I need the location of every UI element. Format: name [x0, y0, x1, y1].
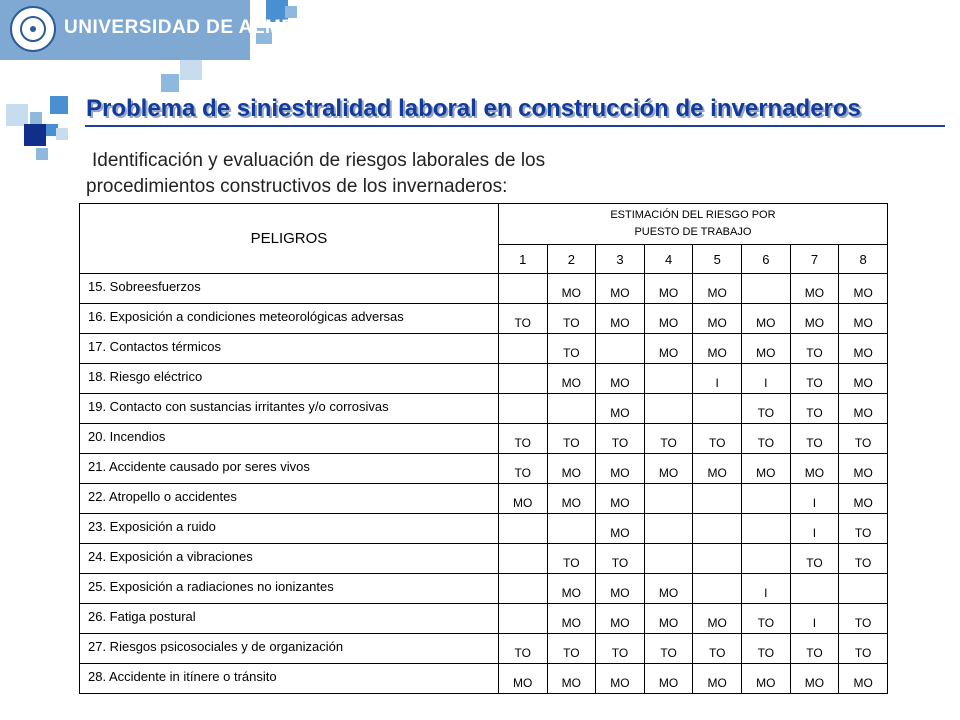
risk-value-cell	[498, 604, 547, 634]
hazard-label: 17. Contactos térmicos	[80, 334, 499, 364]
risk-value-cell: MO	[742, 454, 791, 484]
decorative-square	[36, 148, 48, 160]
risk-value-cell: MO	[742, 664, 791, 694]
risk-value-cell: MO	[644, 604, 693, 634]
risk-value-cell	[742, 544, 791, 574]
risk-value-cell: MO	[790, 274, 839, 304]
decorative-square	[56, 128, 68, 140]
risk-value-cell: TO	[547, 424, 596, 454]
risk-value-cell	[644, 544, 693, 574]
risk-value-cell: TO	[693, 424, 742, 454]
hazard-label: 20. Incendios	[80, 424, 499, 454]
risk-table-body	[80, 274, 888, 694]
risk-value-cell: MO	[547, 274, 596, 304]
table-row	[80, 394, 888, 424]
estimation-header-line-1: ESTIMACIÓN DEL RIESGO POR	[610, 209, 776, 221]
risk-value-cell: MO	[596, 664, 645, 694]
risk-value-cell: MO	[839, 454, 888, 484]
risk-value-cell: MO	[644, 274, 693, 304]
risk-value-cell: I	[790, 604, 839, 634]
risk-value-cell: TO	[790, 334, 839, 364]
hazard-label: 28. Accidente in itínere o tránsito	[80, 664, 499, 694]
risk-value-cell: TO	[839, 634, 888, 664]
risk-value-cell: MO	[839, 364, 888, 394]
risk-value-cell: TO	[742, 604, 791, 634]
risk-value-cell: MO	[596, 454, 645, 484]
risk-value-cell	[498, 274, 547, 304]
table-row	[80, 274, 888, 304]
risk-value-cell: MO	[644, 334, 693, 364]
risk-value-cell: TO	[693, 634, 742, 664]
risk-value-cell: MO	[596, 364, 645, 394]
university-name: UNIVERSIDAD DE ALMERÍA	[64, 17, 329, 38]
risk-value-cell: MO	[547, 604, 596, 634]
risk-value-cell: MO	[596, 574, 645, 604]
risk-value-cell	[644, 394, 693, 424]
risk-table	[79, 203, 888, 694]
hazard-label: 27. Riesgos psicosociales y de organización	[80, 634, 499, 664]
risk-value-cell: MO	[693, 454, 742, 484]
position-header: 2	[547, 245, 596, 274]
page-subtitle	[86, 148, 766, 200]
hazard-label: 18. Riesgo eléctrico	[80, 364, 499, 394]
university-seal-icon	[10, 6, 56, 52]
hazard-label: 24. Exposición a vibraciones	[80, 544, 499, 574]
risk-value-cell	[498, 364, 547, 394]
risk-value-cell	[644, 514, 693, 544]
risk-value-cell: MO	[790, 304, 839, 334]
risk-value-cell: TO	[790, 544, 839, 574]
risk-value-cell: MO	[596, 514, 645, 544]
risk-value-cell	[498, 544, 547, 574]
table-row	[80, 634, 888, 664]
subtitle-line-2: procedimientos constructivos de los invernaderos:	[86, 176, 508, 197]
risk-value-cell: MO	[693, 664, 742, 694]
position-header: 4	[644, 245, 693, 274]
risk-value-cell: MO	[547, 664, 596, 694]
risk-value-cell: MO	[644, 454, 693, 484]
risk-value-cell	[596, 334, 645, 364]
risk-value-cell	[498, 394, 547, 424]
risk-value-cell	[498, 514, 547, 544]
risk-value-cell: TO	[790, 424, 839, 454]
risk-value-cell: TO	[498, 454, 547, 484]
decorative-bar	[85, 125, 945, 127]
risk-value-cell: MO	[547, 364, 596, 394]
risk-value-cell	[693, 544, 742, 574]
risk-value-cell	[742, 274, 791, 304]
page-title: Problema de siniestralidad laboral en construcción de invernaderos	[86, 95, 861, 122]
risk-value-cell: MO	[839, 664, 888, 694]
table-row	[80, 574, 888, 604]
table-row	[80, 424, 888, 454]
risk-value-cell: MO	[547, 574, 596, 604]
risk-value-cell: MO	[596, 604, 645, 634]
risk-value-cell: TO	[742, 394, 791, 424]
table-row	[80, 484, 888, 514]
risk-value-cell: TO	[596, 634, 645, 664]
risk-value-cell: MO	[596, 304, 645, 334]
position-header: 7	[790, 245, 839, 274]
hazard-label: 23. Exposición a ruido	[80, 514, 499, 544]
table-row	[80, 514, 888, 544]
risk-value-cell: MO	[547, 484, 596, 514]
risk-value-cell	[839, 574, 888, 604]
risk-value-cell	[644, 364, 693, 394]
risk-value-cell: I	[742, 574, 791, 604]
risk-value-cell: TO	[596, 544, 645, 574]
risk-value-cell: MO	[498, 664, 547, 694]
subtitle-line-1: Identificación y evaluación de riesgos laborales de los	[92, 150, 546, 171]
risk-value-cell: MO	[596, 484, 645, 514]
risk-value-cell: MO	[596, 394, 645, 424]
risk-value-cell: MO	[644, 664, 693, 694]
risk-value-cell: I	[790, 484, 839, 514]
risk-value-cell: TO	[498, 424, 547, 454]
table-row	[80, 334, 888, 364]
position-header: 5	[693, 245, 742, 274]
risk-value-cell: MO	[790, 454, 839, 484]
risk-value-cell: MO	[742, 304, 791, 334]
risk-value-cell: TO	[839, 544, 888, 574]
risk-value-cell: MO	[693, 274, 742, 304]
risk-value-cell	[693, 394, 742, 424]
risk-value-cell	[790, 574, 839, 604]
table-row	[80, 364, 888, 394]
decorative-square	[24, 124, 46, 146]
risk-value-cell: MO	[742, 334, 791, 364]
decorative-square	[50, 96, 68, 114]
risk-value-cell: TO	[547, 544, 596, 574]
hazard-label: 15. Sobreesfuerzos	[80, 274, 499, 304]
table-row	[80, 544, 888, 574]
risk-value-cell	[498, 334, 547, 364]
risk-value-cell: TO	[839, 424, 888, 454]
risk-value-cell: TO	[839, 604, 888, 634]
risk-value-cell	[693, 484, 742, 514]
decorative-square	[6, 104, 28, 126]
estimation-header-line-2: PUESTO DE TRABAJO	[634, 226, 752, 238]
risk-value-cell: MO	[644, 304, 693, 334]
table-row	[80, 304, 888, 334]
estimation-header	[498, 204, 887, 245]
decorative-square	[30, 112, 42, 124]
risk-value-cell: TO	[742, 424, 791, 454]
risk-value-cell: TO	[644, 424, 693, 454]
risk-value-cell	[644, 484, 693, 514]
risk-value-cell: TO	[790, 634, 839, 664]
risk-value-cell: TO	[790, 394, 839, 424]
hazard-label: 16. Exposición a condiciones meteorológicas adversas	[80, 304, 499, 334]
hazard-label: 19. Contacto con sustancias irritantes y/o corrosivas	[80, 394, 499, 424]
risk-value-cell	[498, 574, 547, 604]
risk-value-cell	[693, 574, 742, 604]
risk-value-cell: TO	[742, 634, 791, 664]
risk-value-cell: TO	[547, 304, 596, 334]
risk-value-cell: MO	[644, 574, 693, 604]
risk-value-cell: MO	[596, 274, 645, 304]
risk-value-cell	[742, 484, 791, 514]
table-row	[80, 604, 888, 634]
decorative-square	[180, 58, 202, 80]
risk-value-cell: TO	[644, 634, 693, 664]
risk-value-cell: MO	[839, 394, 888, 424]
risk-value-cell: MO	[790, 664, 839, 694]
risk-value-cell: MO	[693, 304, 742, 334]
hazard-label: 21. Accidente causado por seres vivos	[80, 454, 499, 484]
risk-value-cell: TO	[839, 514, 888, 544]
risk-value-cell	[547, 514, 596, 544]
hazards-header: PELIGROS	[80, 204, 499, 274]
risk-value-cell: I	[790, 514, 839, 544]
risk-value-cell: TO	[498, 634, 547, 664]
table-row	[80, 664, 888, 694]
risk-value-cell	[742, 514, 791, 544]
table-row	[80, 454, 888, 484]
risk-value-cell: MO	[498, 484, 547, 514]
risk-value-cell: MO	[839, 274, 888, 304]
risk-value-cell: MO	[547, 454, 596, 484]
risk-value-cell: MO	[693, 604, 742, 634]
risk-value-cell: MO	[839, 304, 888, 334]
position-header: 3	[596, 245, 645, 274]
decorative-square	[161, 74, 179, 92]
risk-value-cell: MO	[839, 484, 888, 514]
risk-value-cell: TO	[596, 424, 645, 454]
risk-value-cell: TO	[790, 364, 839, 394]
risk-value-cell	[547, 394, 596, 424]
hazard-label: 22. Atropello o accidentes	[80, 484, 499, 514]
position-header: 8	[839, 245, 888, 274]
risk-value-cell: MO	[693, 334, 742, 364]
risk-value-cell: MO	[839, 334, 888, 364]
risk-value-cell: TO	[547, 634, 596, 664]
risk-value-cell: I	[742, 364, 791, 394]
hazard-label: 26. Fatiga postural	[80, 604, 499, 634]
hazard-label: 25. Exposición a radiaciones no ionizantes	[80, 574, 499, 604]
risk-value-cell: TO	[547, 334, 596, 364]
position-header: 6	[742, 245, 791, 274]
risk-value-cell	[693, 514, 742, 544]
risk-value-cell: TO	[498, 304, 547, 334]
risk-value-cell: I	[693, 364, 742, 394]
position-header: 1	[498, 245, 547, 274]
university-logo	[0, 0, 329, 60]
